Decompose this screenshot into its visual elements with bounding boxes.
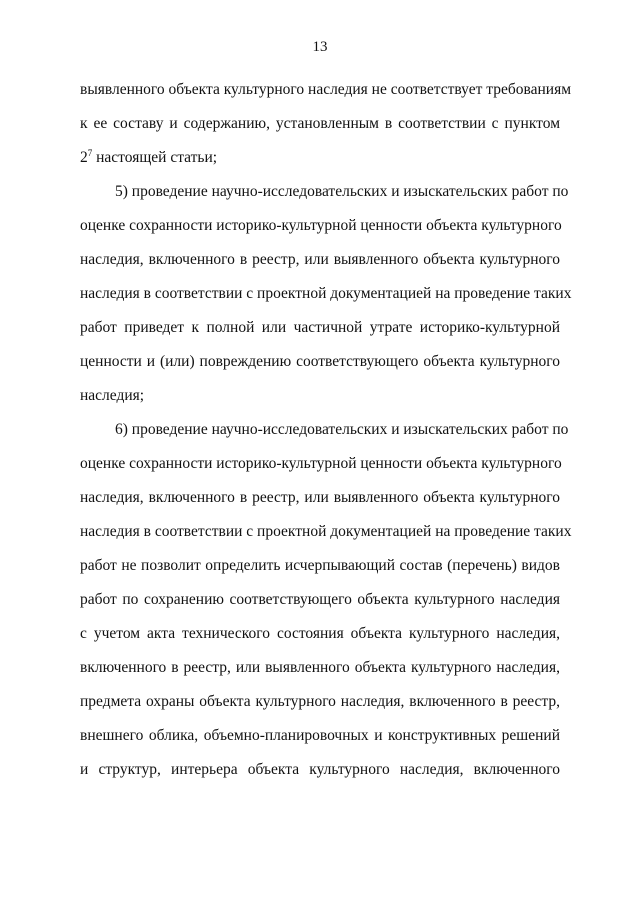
text-line-12: оценке сохранности историко-культурной ценности объекта культурного [80, 455, 562, 472]
text-line-21: и структур, интерьера объекта культурного наследия, включенного [80, 761, 560, 778]
text-line-6: наследия, включенного в реестр, или выявленного объекта культурного [80, 251, 560, 268]
text-line-11: 6) проведение научно-исследовательских и изыскательских работ по [115, 421, 569, 438]
text-line-9: ценности и (или) повреждению соответствующего объекта культурного [80, 353, 560, 370]
superscript: 7 [87, 147, 93, 158]
text-line-17: с учетом акта технического состояния объекта культурного наследия, [80, 625, 560, 642]
text-line-10: наследия; [80, 387, 145, 404]
text-line-19: предмета охраны объекта культурного наследия, включенного в реестр, [80, 693, 560, 710]
text-line-4: 5) проведение научно-исследовательских и изыскательских работ по [115, 183, 569, 200]
text-line-7: наследия в соответствии с проектной документацией на проведение таких [80, 285, 572, 302]
text-line-1: выявленного объекта культурного наследия не соответствует требованиям [80, 81, 572, 98]
text-line-16: работ по сохранению соответствующего объекта культурного наследия [80, 591, 560, 608]
page-number: 13 [312, 39, 328, 55]
text-line-14: наследия в соответствии с проектной документацией на проведение таких [80, 523, 572, 540]
text-line-20: внешнего облика, объемно-планировочных и конструктивных решений [80, 727, 560, 744]
text-line-13: наследия, включенного в реестр, или выявленного объекта культурного [80, 489, 560, 506]
text-line-2: к ее составу и содержанию, установленным в соответствии с пунктом [80, 115, 560, 132]
text-line-5: оценке сохранности историко-культурной ценности объекта культурного [80, 217, 562, 234]
text-line-3 [80, 148, 560, 168]
text-line-18: включенного в реестр, или выявленного объекта культурного наследия, [80, 659, 560, 676]
text-line-8: работ приведет к полной или частичной утрате историко-культурной [80, 319, 560, 336]
line-text: настоящей статьи; [92, 149, 218, 166]
point-number: 2 [80, 149, 88, 166]
text-line-15: работ не позволит определить исчерпывающий состав (перечень) видов [80, 557, 560, 574]
